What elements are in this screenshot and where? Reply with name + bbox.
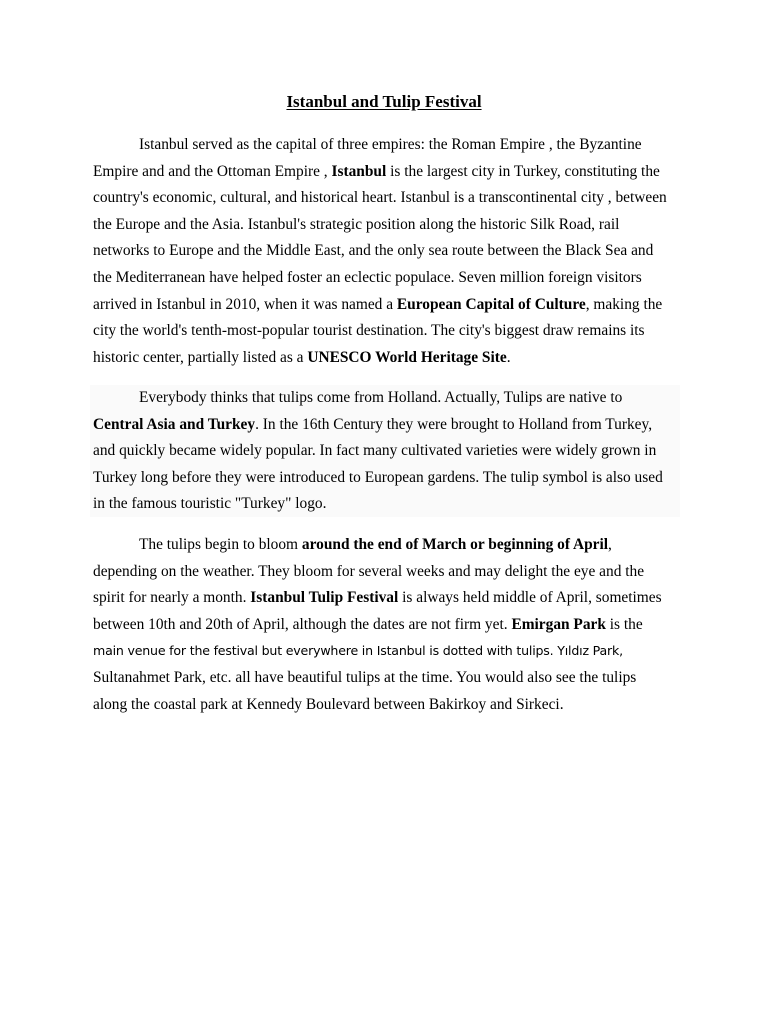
text-run: The tulips begin to bloom xyxy=(139,536,302,553)
text-line xyxy=(93,292,678,319)
text-line xyxy=(93,412,678,439)
text-run: the Europe and the Asia. Istanbul's strategic position along the historic Silk Road, rail xyxy=(93,215,620,233)
text-run: Turkey long before they were introduced to European gardens. The tulip symbol is also used xyxy=(93,468,663,486)
text-run: Sultanahmet Park, etc. all have beautiful tulips at the time. You would also see the tulips xyxy=(93,668,637,686)
bold-phrase: around the end of March or beginning of April xyxy=(301,536,609,553)
bold-phrase: Istanbul Tulip Festival xyxy=(250,589,399,607)
text-run: main venue for the festival but everywhere in Istanbul is dotted with tulips. Yıldız Park, xyxy=(93,643,623,659)
bold-phrase: Istanbul xyxy=(331,162,387,180)
text-line xyxy=(93,238,678,265)
text-line xyxy=(93,491,678,518)
paragraph-1 xyxy=(93,132,678,371)
text-run: arrived in Istanbul in 2010, when it was named a xyxy=(93,295,397,313)
text-line xyxy=(93,638,678,665)
bold-phrase: Central Asia and Turkey xyxy=(93,415,256,433)
document-title: Istanbul and Tulip Festival xyxy=(286,92,482,111)
text-run: Empire and and the Ottoman Empire , xyxy=(93,162,332,180)
text-line xyxy=(93,185,678,212)
text-run: spirit for nearly a month. xyxy=(93,589,251,607)
text-line xyxy=(93,692,678,719)
text-line xyxy=(93,438,678,465)
text-run: , making the xyxy=(585,295,663,313)
text-run: city the world's tenth-most-popular tourist destination. The city's biggest draw remains its xyxy=(93,322,645,340)
text-line xyxy=(93,665,678,692)
text-line xyxy=(93,559,678,586)
text-run: Istanbul served as the capital of three empires: the Roman Empire , the Byzantine xyxy=(139,136,642,153)
text-run: is the largest city in Turkey, constituting the xyxy=(386,162,660,180)
text-run: and quickly became widely popular. In fact many cultivated varieties were widely grown in xyxy=(93,442,657,460)
text-line xyxy=(93,465,678,492)
text-run: country's economic, cultural, and historical heart. Istanbul is a transcontinental city , between xyxy=(93,189,667,207)
text-line xyxy=(93,585,678,612)
text-line xyxy=(93,265,678,292)
text-line xyxy=(93,212,678,239)
bold-phrase: Emirgan Park xyxy=(511,615,606,633)
text-run: historic center, partially listed as a xyxy=(93,348,308,366)
text-line xyxy=(93,612,678,639)
text-run: between 10th and 20th of April, although the dates are not firm yet. xyxy=(93,615,512,633)
text-run: is the xyxy=(605,615,643,633)
bold-phrase: UNESCO World Heritage Site xyxy=(307,348,507,366)
paragraph-3 xyxy=(93,532,678,718)
text-line xyxy=(93,318,678,345)
text-run: . In the 16th Century they were brought to Holland from Turkey, xyxy=(255,415,653,433)
text-run: is always held middle of April, sometimes xyxy=(398,589,662,607)
text-line xyxy=(93,345,678,372)
text-run: depending on the weather. They bloom for several weeks and may delight the eye and the xyxy=(93,562,645,580)
bold-phrase: European Capital of Culture xyxy=(396,295,586,313)
text-run: in the famous touristic "Turkey" logo. xyxy=(93,495,327,513)
text-run: networks to Europe and the Middle East, and the only sea route between the Black Sea and xyxy=(93,242,654,260)
text-run: . xyxy=(506,348,511,366)
text-run: along the coastal park at Kennedy Boulevard between Bakirkoy and Sirkeci. xyxy=(93,695,564,713)
text-run: Everybody thinks that tulips come from Holland. Actually, Tulips are native to xyxy=(139,389,623,406)
text-line xyxy=(93,385,678,412)
text-run: , xyxy=(608,536,612,553)
paragraph-2 xyxy=(93,385,678,518)
text-line xyxy=(93,132,678,159)
text-line xyxy=(93,159,678,186)
text-line xyxy=(93,532,678,559)
text-run: the Mediterranean have helped foster an eclectic populace. Seven million foreign visitors xyxy=(93,268,642,286)
